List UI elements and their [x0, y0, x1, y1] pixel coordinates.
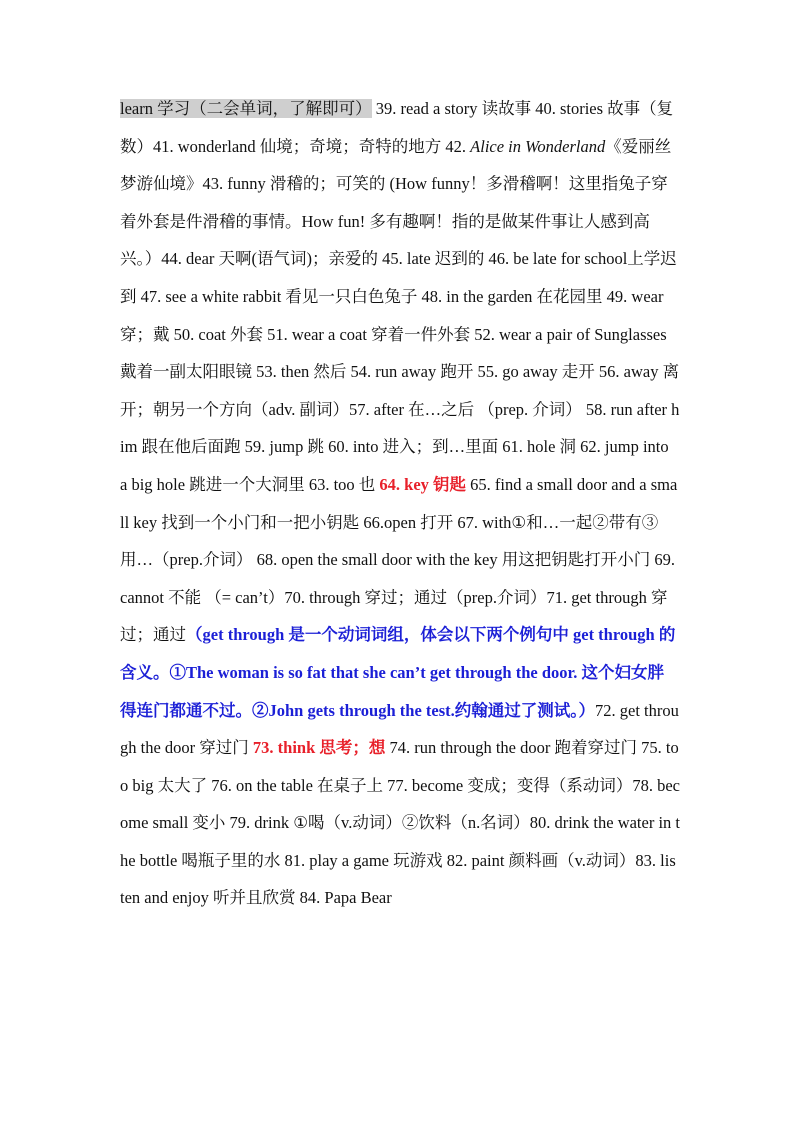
text-run: 65. find a small door and a small key 找到一个小门和一把小钥匙 66.open 打开 67. with①和…一起②带有③用…（prep.介词） 68. open the small door with the key 用这把钥匙打开小门 69. cannot 不能 （= can’t）70. through 穿过；通过（prep.介词）71. get through 穿过；通过: [120, 474, 678, 645]
text-run: 39. read a story 读故事 40. stories 故事（复数）41. wonderland 仙境；奇境；奇特的地方 42.: [120, 99, 674, 156]
text-run: 74. run through the door 跑着穿过门 75. too big 太大了 76. on the table 在桌子上 77. become 变成；变得（系动词）78. become small 变小 79. drink ①喝（v.动词）②饮料（n.名词）80. drink the water in the bottle 喝瓶子里的水 81. play a game 玩游戏 82. paint 颜料画（v.动词）83. listen and enjoy 听并且欣赏 84. Papa Bear: [120, 738, 681, 908]
highlighted-text: learn 学习（二会单词，了解即可）: [120, 99, 372, 118]
text-run: 72. get through the door 穿过门: [120, 700, 679, 758]
italic-title: Alice in Wonderland: [470, 136, 606, 156]
emphasis-blue-note: （get through 是一个动词词组，体会以下两个例句中 get through 的含义。①The woman is so fat that she can’t get through the door. 这个妇女胖得连门都通不过。②John gets through the test.约翰通过了测试。）: [120, 625, 676, 720]
emphasis-red: 64. key 钥匙: [379, 474, 467, 494]
emphasis-red: 73. think 思考；想: [252, 738, 386, 758]
text-run: 《爱丽丝梦游仙境》43. funny 滑稽的；可笑的 (How funny！多滑稽啊！这里指兔子穿着外套是件滑稽的事情。How fun! 多有趣啊！指的是做某件事让人感到高兴。）44. dear 天啊(语气词)；亲爱的 45. late 迟到的 46. be late for school上学迟到 47. see a white rabbit 看见一只白色兔子 48. in the garden 在花园里 49. wear 穿；戴 50. coat 外套 51. wear a coat 穿着一件外套 52. wear a pair of Sunglasses 戴着一副太阳眼镜 53. then 然后 54. run away 跑开 55. go away 走开 56. away 离开；朝另一个方向（adv. 副词）57. after 在…之后 （prep. 介词） 58. run after him 跟在他后面跑 59. jump 跳 60. into 进入；到…里面 61. hole 洞 62. jump into a big hole 跳进一个大洞里 63. too 也: [120, 136, 680, 494]
vocabulary-paragraph: [120, 90, 680, 917]
